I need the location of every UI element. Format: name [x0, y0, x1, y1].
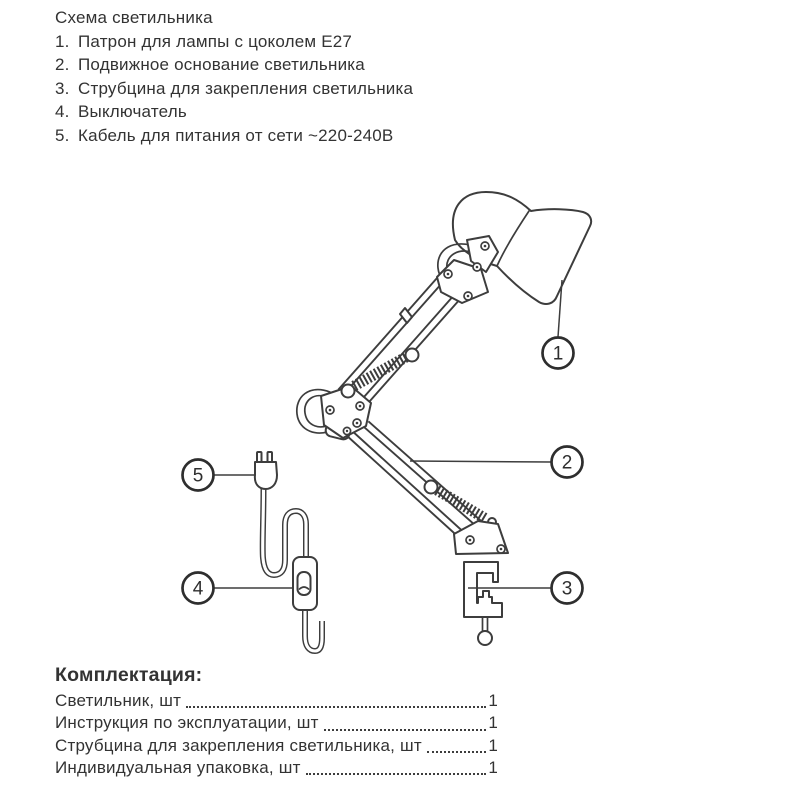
schema-item-4-text: Выключатель: [78, 102, 187, 121]
schema-item-1-number: 1.: [55, 31, 70, 51]
callout-1: [543, 338, 574, 369]
leader-line-2: [410, 461, 551, 462]
package-title: Комплектация:: [55, 664, 203, 686]
schema-item-5-text: Кабель для питания от сети ~220-240В: [78, 125, 394, 145]
callout-4-label: 4: [192, 578, 204, 600]
callout-2: [552, 447, 583, 478]
base-screw-2-dot: [500, 548, 503, 551]
lower-spring-pin-top: [425, 481, 438, 494]
schema-item-2-number: 2.: [55, 55, 70, 74]
schema-item-1-text: Патрон для лампы с цоколем E27: [78, 31, 353, 51]
elbow-screw-1-dot: [329, 409, 332, 412]
callout-3-label: 3: [561, 578, 573, 600]
package-row-4: [55, 757, 498, 779]
package-row-2-dot-leader: [324, 729, 487, 731]
callout-1-label: 1: [552, 343, 564, 365]
schema-title: Схема светильника: [55, 8, 213, 27]
switch-rocker: [298, 572, 311, 595]
upper-spring-pin-top: [406, 349, 419, 362]
schema-item-3-number: 3.: [55, 78, 70, 98]
package-row-3-dot-leader: [427, 751, 487, 753]
plug-body: [255, 462, 277, 489]
package-row-3-label: Струбцина для закрепления светильника, шт: [55, 735, 422, 755]
clamp-assembly: [454, 521, 508, 645]
package-row-4-qty: 1: [488, 757, 498, 777]
head-screw-2-dot: [476, 266, 479, 269]
package-row-1-dot-leader: [186, 706, 486, 708]
package-row-3-qty: 1: [488, 735, 498, 755]
cord-assembly: [255, 452, 322, 651]
callout-2-label: 2: [561, 452, 573, 474]
head-screw-1-dot: [484, 245, 487, 248]
head-screw-4-dot: [467, 295, 470, 298]
package-row-4-dot-leader: [306, 773, 487, 775]
elbow-screw-4-dot: [346, 430, 348, 432]
package-row-2-qty: 1: [488, 713, 498, 733]
schema-item-5-number: 5.: [55, 125, 70, 145]
elbow-screw-3-dot: [356, 422, 359, 425]
base-screw-1-dot: [469, 539, 472, 542]
clamp-screw-ball: [478, 631, 492, 645]
package-row-1-label: Светильник, шт: [55, 691, 182, 710]
upper-spring-pin-bottom: [342, 385, 355, 398]
head-screw-3-dot: [447, 273, 450, 276]
schema-item-4-number: 4.: [55, 102, 70, 121]
upper-arm: [341, 280, 458, 408]
package-row-2-label: Инструкция по эксплуатации, шт: [55, 713, 319, 733]
elbow-screw-2-dot: [359, 405, 362, 408]
callout-3: [552, 573, 583, 604]
package-row-1: [55, 690, 498, 712]
package-row-2: [55, 712, 498, 734]
package-section: [55, 662, 498, 779]
clamp-body: [464, 562, 502, 617]
package-row-3: [55, 735, 498, 757]
package-row-4-label: Индивидуальная упаковка, шт: [55, 757, 301, 777]
schema-item-2-text: Подвижное основание светильника: [78, 55, 365, 74]
elbow-joint: [297, 385, 496, 550]
callout-5-label: 5: [192, 465, 204, 487]
package-row-1-qty: 1: [488, 691, 498, 710]
callout-5: [183, 460, 214, 491]
schema-item-3-text: Струбцина для закрепления светильника: [78, 78, 414, 98]
callout-4: [183, 573, 214, 604]
